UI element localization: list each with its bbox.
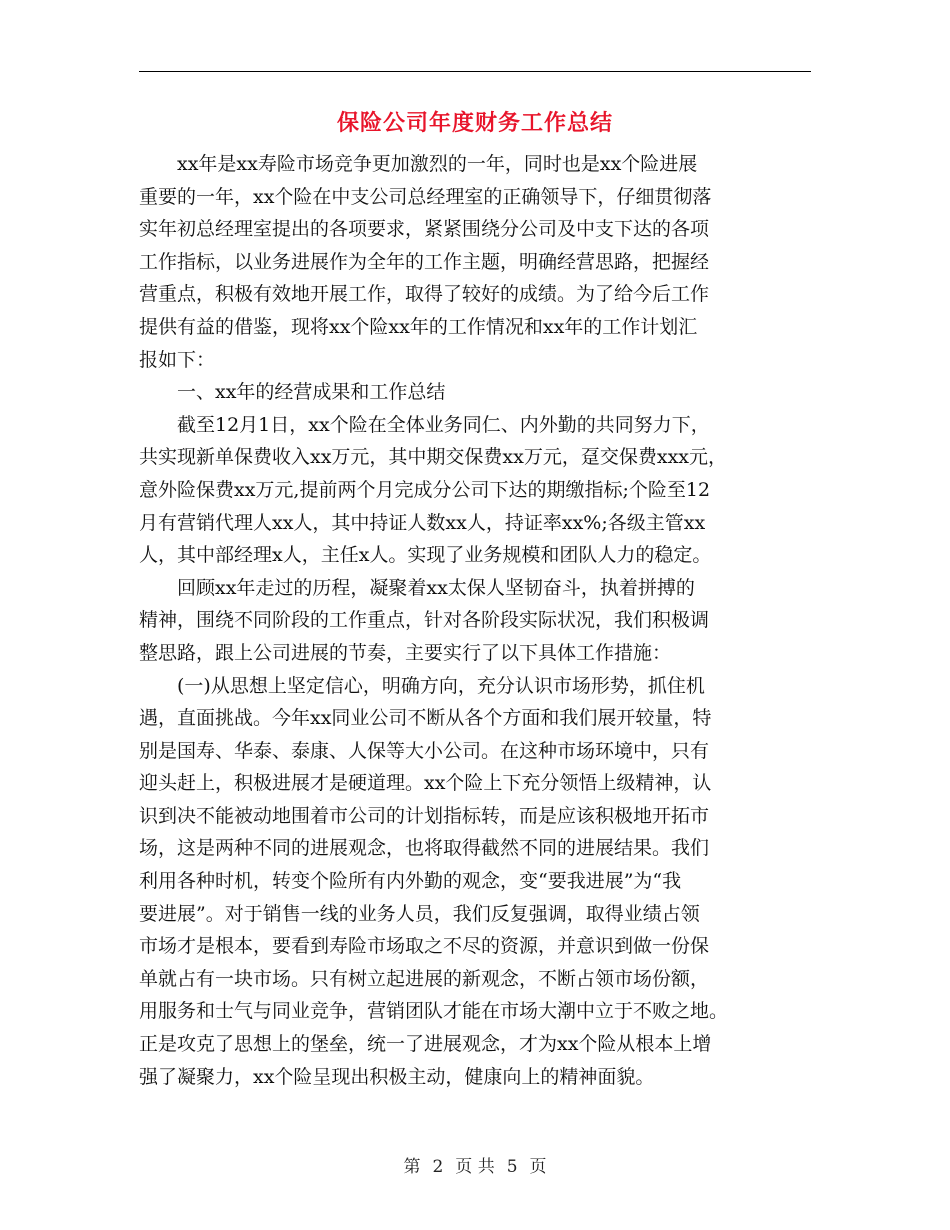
text-line: 识到决不能被动地围着市公司的计划指标转，而是应该积极地开拓市 bbox=[139, 804, 710, 827]
text-line: 场，这是两种不同的进展观念，也将取得截然不同的进展结果。我们 bbox=[139, 837, 710, 860]
footer-total-pages: 5 bbox=[506, 1157, 518, 1177]
text-line: 市场才是根本，要看到寿险市场取之不尽的资源，并意识到做一份保 bbox=[139, 935, 710, 958]
text-line: 重要的一年，xx个险在中支公司总经理室的正确领导下，仔细贯彻落 bbox=[139, 185, 712, 208]
text-line: 营重点，积极有效地开展工作，取得了较好的成绩。为了给今后工作 bbox=[139, 283, 710, 306]
text-line: 意外险保费xx万元,提前两个月完成分公司下达的期缴指标;个险至12 bbox=[139, 478, 711, 501]
footer-page-number: 2 bbox=[432, 1157, 444, 1177]
text-line: 迎头赶上，积极进展才是硬道理。xx个险上下充分领悟上级精神，认 bbox=[139, 772, 712, 795]
footer-middle: 页 共 bbox=[455, 1157, 495, 1177]
text-line: (一)从思想上坚定信心，明确方向，充分认识市场形势，抓住机 bbox=[177, 674, 705, 697]
text-line: 月有营销代理人xx人，其中持证人数xx人，持证率xx%;各级主管xx bbox=[139, 511, 706, 534]
text-line: 截至12月1日，xx个险在全体业务同仁、内外勤的共同努力下， bbox=[177, 413, 710, 436]
footer-prefix: 第 bbox=[403, 1157, 421, 1177]
text-line: 用服务和士气与同业竞争，营销团队才能在市场大潮中立于不败之地。 bbox=[139, 1000, 729, 1023]
document-body bbox=[139, 148, 811, 1093]
text-line: 要进展”。对于销售一线的业务人员，我们反复强调，取得业绩占领 bbox=[139, 902, 700, 925]
footer-suffix: 页 bbox=[529, 1157, 547, 1177]
text-line: 提供有益的借鉴，现将xx个险xx年的工作情况和xx年的工作计划汇 bbox=[139, 315, 698, 338]
text-line: 利用各种时机，转变个险所有内外勤的观念，变“要我进展”为“我 bbox=[139, 870, 682, 893]
text-line: 报如下： bbox=[139, 348, 216, 371]
text-line: 实年初总经理室提出的各项要求，紧紧围绕分公司及中支下达的各项 bbox=[139, 218, 710, 241]
text-line: xx年是xx寿险市场竞争更加激烈的一年，同时也是xx个险进展 bbox=[177, 153, 698, 175]
document-title: 保险公司年度财务工作总结 bbox=[336, 110, 613, 136]
page-footer bbox=[0, 1152, 950, 1177]
text-line: 工作指标，以业务进展作为全年的工作主题，明确经营思路，把握经 bbox=[139, 250, 710, 273]
text-line: 强了凝聚力，xx个险呈现出积极主动，健康向上的精神面貌。 bbox=[139, 1065, 655, 1088]
text-line: 单就占有一块市场。只有树立起进展的新观念，不断占领市场份额， bbox=[139, 967, 710, 990]
text-line: 别是国寿、华泰、泰康、人保等大小公司。在这种市场环境中，只有 bbox=[139, 739, 710, 762]
text-line: 共实现新单保费收入xx万元，其中期交保费xx万元，趸交保费xxx元， bbox=[139, 446, 728, 469]
text-line: 精神，围绕不同阶段的工作重点，针对各阶段实际状况，我们积极调 bbox=[139, 609, 710, 632]
text-line: 正是攻克了思想上的堡垒，统一了进展观念，才为xx个险从根本上增 bbox=[139, 1033, 712, 1056]
text-line: 整思路，跟上公司进展的节奏，主要实行了以下具体工作措施： bbox=[139, 641, 672, 664]
text-line: 遇，直面挑战。今年xx同业公司不断从各个方面和我们展开较量，特 bbox=[139, 707, 712, 730]
text-line: 人，其中部经理x人，主任x人。实现了业务规模和团队人力的稳定。 bbox=[139, 544, 712, 567]
text-line: 回顾xx年走过的历程，凝聚着xx太保人坚韧奋斗，执着拼搏的 bbox=[177, 576, 695, 599]
header-rule bbox=[139, 71, 811, 72]
text-line: 一、xx年的经营成果和工作总结 bbox=[177, 381, 446, 404]
